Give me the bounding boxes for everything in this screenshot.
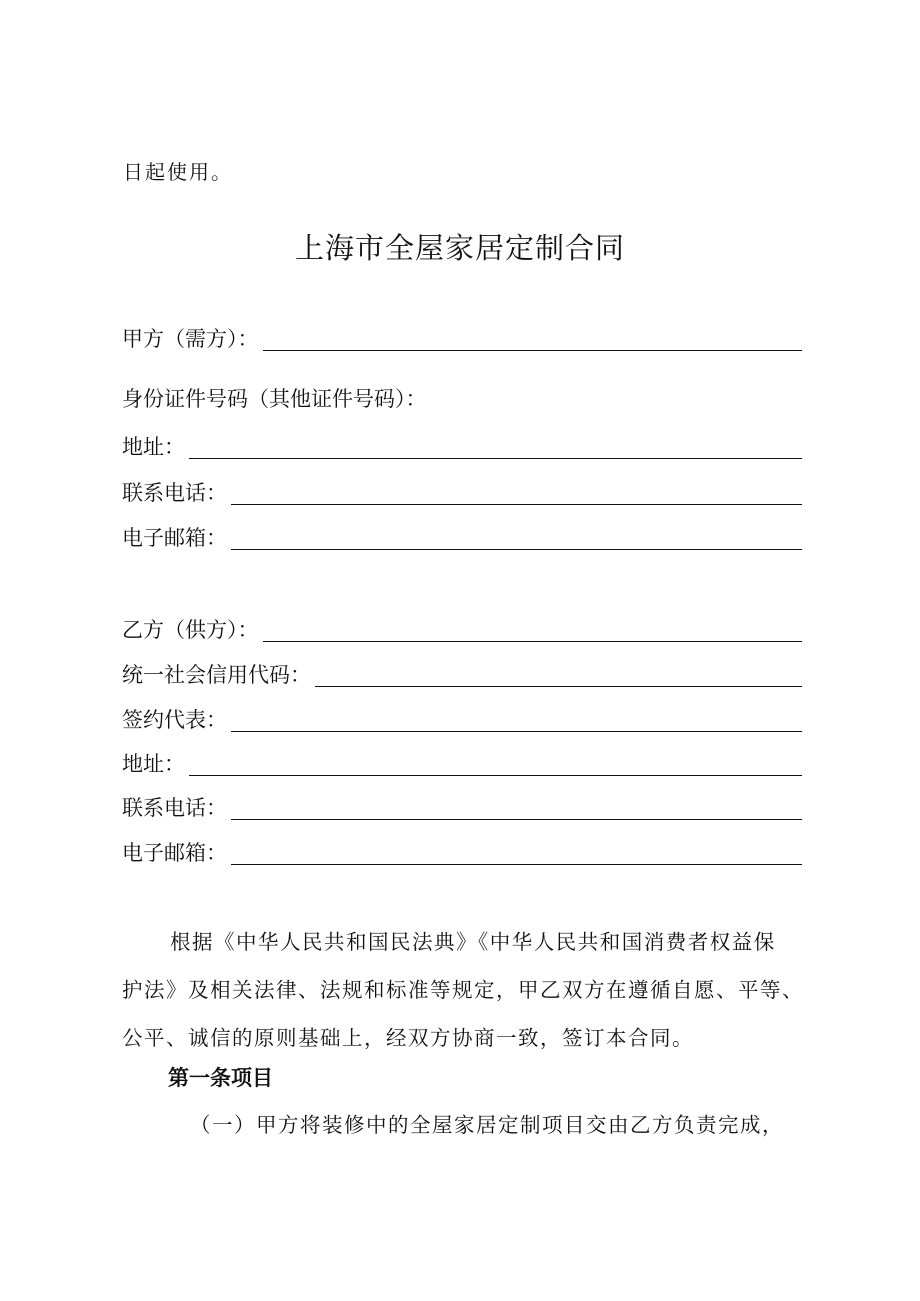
party-a-email-blank[interactable] <box>231 548 802 550</box>
article-1-heading: 第一条项目 <box>168 1066 273 1090</box>
party-b-email-label: 电子邮箱： <box>122 841 227 865</box>
party-b-representative-field[interactable] <box>122 701 802 735</box>
party-b-name-field[interactable] <box>122 611 802 645</box>
party-b-name-label: 乙方（供方）： <box>122 618 259 642</box>
party-b-phone-label: 联系电话： <box>122 796 227 820</box>
party-a-address-field[interactable] <box>122 428 802 462</box>
party-b-name-blank[interactable] <box>263 640 803 642</box>
party-b-address-label: 地址： <box>122 752 185 776</box>
preamble-line: 公平、诚信的原则基础上，经双方协商一致，签订本合同。 <box>122 1026 694 1050</box>
preamble-line: 护法》及相关法律、法规和标准等规定，甲乙双方在遵循自愿、平等、 <box>122 978 804 1002</box>
party-b-representative-label: 签约代表： <box>122 708 227 732</box>
party-b-phone-blank[interactable] <box>231 818 802 820</box>
party-a-id-field <box>122 380 802 414</box>
party-b-credit-code-field[interactable] <box>122 656 802 690</box>
preamble-paragraph <box>122 924 812 1068</box>
party-a-phone-blank[interactable] <box>231 503 802 505</box>
party-a-phone-field[interactable] <box>122 474 802 508</box>
party-a-email-field[interactable] <box>122 519 802 553</box>
party-b-address-field[interactable] <box>122 745 802 779</box>
party-a-phone-label: 联系电话： <box>122 481 227 505</box>
party-b-email-blank[interactable] <box>231 863 802 865</box>
party-a-address-label: 地址： <box>122 435 185 459</box>
party-b-credit-code-blank[interactable] <box>315 685 802 687</box>
party-b-credit-code-label: 统一社会信用代码： <box>122 663 311 687</box>
contract-title: 上海市全屋家居定制合同 <box>294 231 625 265</box>
party-a-address-blank[interactable] <box>189 457 802 459</box>
party-b-phone-field[interactable] <box>122 789 802 823</box>
party-b-email-field[interactable] <box>122 834 802 868</box>
party-b-address-blank[interactable] <box>189 774 802 776</box>
party-b-representative-blank[interactable] <box>231 730 802 732</box>
party-a-name-blank[interactable] <box>263 349 803 351</box>
party-a-name-label: 甲方（需方）： <box>122 327 259 351</box>
party-a-id-label: 身份证件号码（其他证件号码）： <box>122 387 427 411</box>
preamble-line: 根据《中华人民共和国民法典》《中华人民共和国消费者权益保 <box>170 930 776 954</box>
party-a-email-label: 电子邮箱： <box>122 526 227 550</box>
continued-text: 日起使用。 <box>123 160 233 184</box>
clause-1-text: （一）甲方将装修中的全屋家居定制项目交由乙方负责完成， <box>190 1113 784 1137</box>
party-a-name-field[interactable] <box>122 320 802 354</box>
